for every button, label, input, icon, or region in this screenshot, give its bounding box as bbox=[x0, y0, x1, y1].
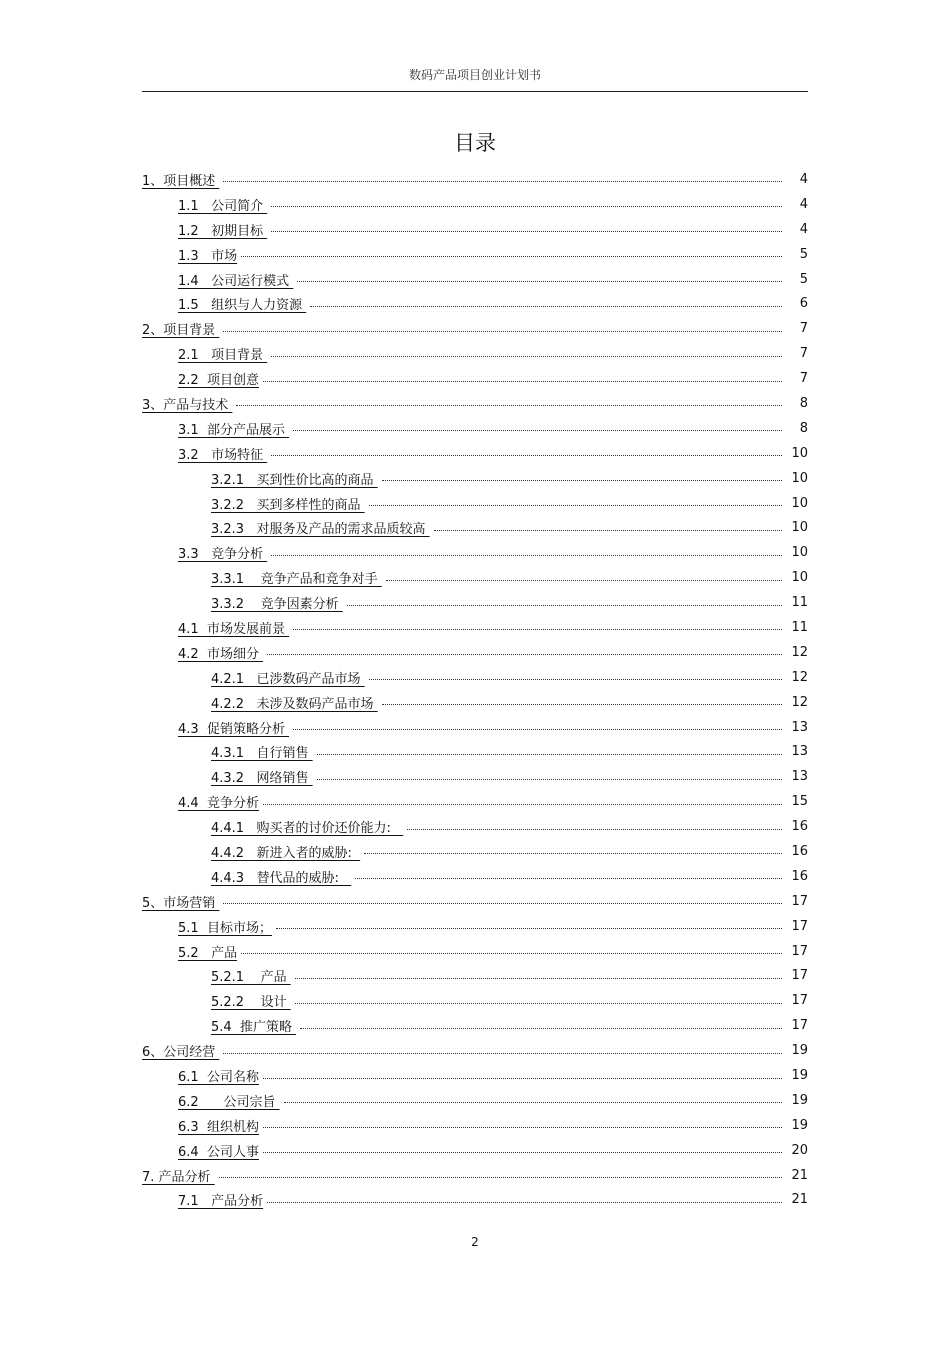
toc-entry-label[interactable]: 5.2 产品 bbox=[178, 945, 238, 961]
toc-entry[interactable] bbox=[142, 964, 808, 989]
toc-entry[interactable] bbox=[142, 217, 808, 242]
toc-entry-page: 4 bbox=[799, 171, 808, 187]
toc-entry-label[interactable]: 5.1 目标市场； bbox=[178, 920, 272, 936]
toc-entry[interactable] bbox=[142, 1188, 808, 1213]
toc-entry-page: 17 bbox=[791, 968, 808, 984]
toc-entry-label[interactable]: 3、产品与技术 bbox=[142, 397, 233, 413]
toc-entry[interactable] bbox=[142, 565, 808, 590]
toc-entry-page: 10 bbox=[791, 495, 808, 511]
toc-leader-dots bbox=[241, 953, 782, 954]
toc-leader-dots bbox=[310, 306, 782, 307]
toc-entry-page: 10 bbox=[791, 445, 808, 461]
toc-entry[interactable] bbox=[142, 739, 808, 764]
toc-leader-dots bbox=[263, 381, 782, 382]
toc-leader-dots bbox=[382, 480, 782, 481]
toc-entry-page: 21 bbox=[791, 1192, 808, 1208]
toc-entry-label[interactable]: 3.2.3 对服务及产品的需求品质较高 bbox=[211, 522, 430, 538]
toc-entry[interactable] bbox=[142, 1013, 808, 1038]
toc-entry-label[interactable]: 4.4.1 购买者的讨价还价能力: bbox=[211, 821, 404, 837]
toc-entry[interactable] bbox=[142, 341, 808, 366]
toc-entry[interactable] bbox=[142, 814, 808, 839]
toc-entry-label[interactable]: 2、项目背景 bbox=[142, 323, 220, 339]
toc-entry-page: 10 bbox=[791, 570, 808, 586]
toc-entry-label[interactable]: 7. 产品分析 bbox=[142, 1169, 215, 1185]
toc-leader-dots bbox=[317, 779, 782, 780]
toc-entry-page: 13 bbox=[791, 744, 808, 760]
header-divider bbox=[142, 91, 808, 92]
toc-leader-dots bbox=[297, 281, 782, 282]
toc-entry-page: 6 bbox=[799, 296, 808, 312]
toc-entry[interactable] bbox=[142, 889, 808, 914]
toc-entry-label[interactable]: 4.3 促销策略分析 bbox=[178, 721, 290, 737]
toc-entry-page: 20 bbox=[791, 1142, 808, 1158]
toc-entry-label[interactable]: 3.2.2 买到多样性的商品 bbox=[211, 497, 365, 513]
toc-entry-label[interactable]: 4.1 市场发展前景 bbox=[178, 621, 290, 637]
toc-entry-page: 19 bbox=[791, 1117, 808, 1133]
toc-entry-page: 4 bbox=[799, 196, 808, 212]
toc-entry[interactable] bbox=[142, 1163, 808, 1188]
toc-entry-label[interactable]: 6.1 公司名称 bbox=[178, 1070, 259, 1085]
toc-entry-label[interactable]: 6.4 公司人事 bbox=[178, 1144, 259, 1160]
toc-entry-page: 5 bbox=[799, 271, 808, 287]
toc-entry[interactable] bbox=[142, 1063, 808, 1088]
running-header: 数码产品项目创业计划书 bbox=[408, 68, 541, 82]
toc-entry-page: 12 bbox=[791, 669, 808, 685]
toc-entry-label[interactable]: 5.2.2 设计 bbox=[211, 995, 291, 1011]
toc-entry[interactable] bbox=[142, 590, 808, 615]
toc-leader-dots bbox=[355, 878, 782, 879]
toc-entry-page: 19 bbox=[791, 1092, 808, 1108]
toc-entry[interactable] bbox=[142, 242, 808, 267]
toc-entry[interactable] bbox=[142, 267, 808, 292]
toc-entry-page: 5 bbox=[799, 246, 808, 262]
toc-leader-dots bbox=[271, 555, 782, 556]
toc-entry-page: 11 bbox=[791, 595, 808, 611]
toc-entry-page: 16 bbox=[791, 868, 808, 884]
toc-leader-dots bbox=[407, 829, 782, 830]
toc-entry-label[interactable]: 6、公司经营 bbox=[142, 1045, 220, 1061]
toc-entry-label[interactable]: 1.1 公司简介 bbox=[178, 198, 268, 214]
toc-entry[interactable] bbox=[142, 864, 808, 889]
toc-entry-label[interactable]: 3.3.1 竞争产品和竞争对手 bbox=[211, 572, 382, 588]
toc-entry[interactable] bbox=[142, 291, 808, 316]
toc-entry[interactable] bbox=[142, 939, 808, 964]
toc-entry[interactable] bbox=[142, 1088, 808, 1113]
toc-entry-page: 17 bbox=[791, 943, 808, 959]
toc-entry-label[interactable]: 6.3 组织机构 bbox=[178, 1119, 259, 1135]
toc-entry-label[interactable]: 3.3.2 竞争因素分析 bbox=[211, 597, 343, 613]
toc-entry[interactable] bbox=[142, 789, 808, 814]
toc-entry-label[interactable]: 4.4.2 新进入者的威胁: bbox=[211, 845, 361, 861]
toc-entry[interactable] bbox=[142, 1138, 808, 1163]
toc-leader-dots bbox=[347, 605, 782, 606]
toc-leader-dots bbox=[276, 928, 782, 929]
toc-leader-dots bbox=[271, 455, 782, 456]
toc-entry-label[interactable]: 4.3.2 网络销售 bbox=[211, 771, 313, 787]
toc-entry[interactable] bbox=[142, 665, 808, 690]
toc-entry[interactable] bbox=[142, 839, 808, 864]
toc-entry-label[interactable]: 4.2.1 已涉数码产品市场 bbox=[211, 671, 365, 687]
toc-entry[interactable] bbox=[142, 1113, 808, 1138]
toc-entry-page: 19 bbox=[791, 1068, 808, 1083]
toc-entry-page: 17 bbox=[791, 893, 808, 909]
toc-leader-dots bbox=[284, 1102, 782, 1103]
toc-entry-page: 7 bbox=[799, 371, 808, 387]
toc-entry-label[interactable]: 4.2.2 未涉及数码产品市场 bbox=[211, 696, 378, 712]
toc-leader-dots bbox=[386, 580, 782, 581]
toc-entry-page: 7 bbox=[799, 321, 808, 337]
toc-leader-dots bbox=[434, 530, 782, 531]
toc-entry-page: 15 bbox=[791, 794, 808, 810]
toc-entry[interactable] bbox=[142, 167, 808, 192]
toc-entry-page: 21 bbox=[791, 1167, 808, 1183]
toc-entry-page: 4 bbox=[799, 221, 808, 237]
toc-leader-dots bbox=[223, 903, 782, 904]
toc-leader-dots bbox=[295, 978, 782, 979]
toc-entry-label[interactable]: 6.2 公司宗旨 bbox=[178, 1094, 280, 1110]
toc-leader-dots bbox=[271, 231, 782, 232]
page-title: 目录 bbox=[454, 131, 496, 155]
toc-entry-label[interactable]: 1.2 初期目标 bbox=[178, 223, 268, 239]
toc-entry[interactable] bbox=[142, 1038, 808, 1063]
toc-leader-dots bbox=[271, 356, 782, 357]
toc-entry-label[interactable]: 4.2 市场细分 bbox=[178, 646, 264, 662]
toc-leader-dots bbox=[369, 505, 782, 506]
toc-leader-dots bbox=[263, 1078, 782, 1079]
toc-entry[interactable] bbox=[142, 416, 808, 441]
toc-leader-dots bbox=[241, 256, 782, 257]
toc-leader-dots bbox=[263, 1127, 782, 1128]
toc-leader-dots bbox=[317, 754, 782, 755]
toc-entry[interactable] bbox=[142, 192, 808, 217]
toc-entry-page: 7 bbox=[799, 346, 808, 362]
toc-entry[interactable] bbox=[142, 466, 808, 491]
toc-leader-dots bbox=[219, 1177, 782, 1178]
toc-entry-label[interactable]: 1.4 公司运行模式 bbox=[178, 273, 294, 289]
toc-entry-label[interactable]: 4.4.3 替代品的威胁: bbox=[211, 870, 352, 886]
toc-entry-page: 17 bbox=[791, 918, 808, 934]
toc-leader-dots bbox=[263, 1152, 782, 1153]
toc-entry-label[interactable]: 3.1 部分产品展示 bbox=[178, 422, 290, 438]
toc-entry-label[interactable]: 1、项目概述 bbox=[142, 173, 220, 189]
toc-entry-label[interactable]: 5.2.1 产品 bbox=[211, 970, 291, 986]
toc-leader-dots bbox=[271, 206, 782, 207]
toc-leader-dots bbox=[263, 804, 782, 805]
toc-leader-dots bbox=[293, 430, 782, 431]
toc-entry-label[interactable]: 2.2 项目创意 bbox=[178, 373, 259, 389]
toc-leader-dots bbox=[382, 704, 782, 705]
page-number: 2 bbox=[471, 1235, 479, 1249]
toc-entry-page: 13 bbox=[791, 719, 808, 735]
toc-entry[interactable] bbox=[142, 715, 808, 740]
toc-entry-page: 16 bbox=[791, 843, 808, 859]
toc-entry[interactable] bbox=[142, 391, 808, 416]
toc-entry[interactable] bbox=[142, 515, 808, 540]
toc-entry-page: 16 bbox=[791, 819, 808, 835]
toc-entry[interactable] bbox=[142, 764, 808, 789]
toc-entry[interactable] bbox=[142, 366, 808, 391]
toc-leader-dots bbox=[293, 729, 782, 730]
toc-leader-dots bbox=[267, 1202, 782, 1203]
toc-entry-page: 12 bbox=[791, 694, 808, 710]
toc-leader-dots bbox=[223, 181, 782, 182]
toc-entry-page: 19 bbox=[791, 1043, 808, 1059]
toc-entry-label[interactable]: 5.4 推广策略 bbox=[211, 1020, 297, 1036]
toc-entry-label[interactable]: 7.1 产品分析 bbox=[178, 1194, 264, 1210]
toc-entry-page: 10 bbox=[791, 470, 808, 486]
toc-entry[interactable] bbox=[142, 491, 808, 516]
toc-entry-label[interactable]: 3.2.1 买到性价比高的商品 bbox=[211, 472, 378, 488]
toc-entry-page: 10 bbox=[791, 520, 808, 536]
toc-entry-page: 10 bbox=[791, 545, 808, 561]
table-of-contents bbox=[142, 167, 808, 1212]
toc-leader-dots bbox=[295, 1003, 782, 1004]
toc-entry[interactable] bbox=[142, 615, 808, 640]
toc-entry[interactable] bbox=[142, 540, 808, 565]
toc-entry-page: 11 bbox=[791, 619, 808, 635]
toc-entry-page: 13 bbox=[791, 769, 808, 785]
toc-leader-dots bbox=[300, 1028, 782, 1029]
toc-entry-page: 17 bbox=[791, 993, 808, 1009]
toc-entry-label[interactable]: 1.5 组织与人力资源 bbox=[178, 298, 307, 314]
toc-leader-dots bbox=[236, 405, 782, 406]
toc-entry[interactable] bbox=[142, 988, 808, 1013]
toc-entry[interactable] bbox=[142, 441, 808, 466]
toc-entry-label[interactable]: 4.4 竞争分析 bbox=[178, 796, 259, 812]
toc-entry-label[interactable]: 3.2 市场特征 bbox=[178, 447, 268, 463]
toc-leader-dots bbox=[364, 853, 782, 854]
toc-entry-label[interactable]: 2.1 项目背景 bbox=[178, 348, 268, 364]
toc-leader-dots bbox=[223, 1053, 782, 1054]
toc-leader-dots bbox=[293, 629, 782, 630]
toc-entry[interactable] bbox=[142, 914, 808, 939]
toc-entry-label[interactable]: 5、市场营销 bbox=[142, 895, 220, 911]
toc-entry-page: 8 bbox=[799, 395, 808, 411]
toc-entry-page: 12 bbox=[791, 644, 808, 660]
toc-entry-page: 8 bbox=[799, 420, 808, 436]
toc-entry[interactable] bbox=[142, 690, 808, 715]
toc-entry-label[interactable]: 1.3 市场 bbox=[178, 248, 238, 264]
toc-entry-page: 17 bbox=[791, 1018, 808, 1034]
toc-leader-dots bbox=[369, 679, 782, 680]
toc-entry-label[interactable]: 4.3.1 自行销售 bbox=[211, 746, 313, 762]
toc-entry[interactable] bbox=[142, 316, 808, 341]
toc-entry-label[interactable]: 3.3 竞争分析 bbox=[178, 547, 268, 563]
toc-leader-dots bbox=[223, 331, 782, 332]
toc-leader-dots bbox=[267, 654, 782, 655]
toc-entry[interactable] bbox=[142, 640, 808, 665]
